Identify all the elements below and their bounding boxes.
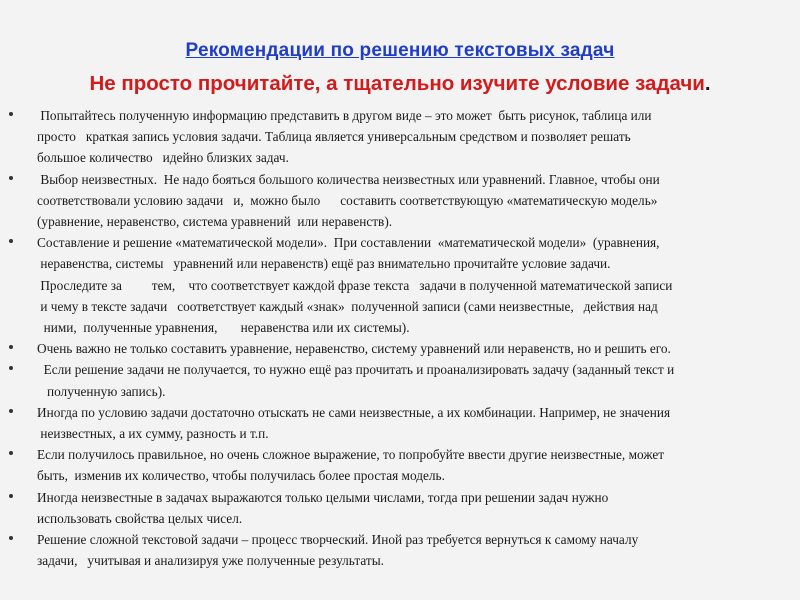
- subtitle-period: .: [704, 72, 711, 95]
- list-item-line: Попытайтесь полученную информацию представить в другом виде – это может быть рисунок, таблица или: [37, 108, 652, 123]
- bullet-dot-icon: [9, 112, 13, 116]
- list-item-line: (уравнение, неравенство, система уравнений или неравенств).: [37, 214, 393, 230]
- list-item-line: и чему в тексте задачи соответствует каждый «знак» полученной записи (сами неизвестные, действия над: [37, 298, 658, 314]
- list-item-line: неизвестных, а их сумму, разность и т.п.: [37, 426, 269, 442]
- list-item: [0, 169, 800, 233]
- list-item: [0, 359, 800, 401]
- list-item: [0, 487, 800, 529]
- list-item-line: Решение сложной текстовой задачи – процесс творческий. Иной раз требуется вернуться к самому началу: [37, 532, 639, 548]
- list-item-line: использовать свойства целых чисел.: [37, 510, 243, 526]
- list-item-line: соответствовали условию задачи и, можно было составить соответствующую «математическую модель»: [37, 192, 658, 208]
- bullet-dot-icon: [9, 409, 13, 413]
- list-item: [0, 402, 800, 444]
- list-item-continuation: [0, 275, 800, 339]
- list-item-line: Иногда по условию задачи достаточно отыскать не сами неизвестные, а их комбинации. Например, не значения: [37, 404, 671, 420]
- list-item-line: Выбор неизвестных. Не надо бояться большого количества неизвестных или уравнений. Главное, чтобы они: [37, 171, 660, 187]
- slide-subtitle: [0, 72, 800, 96]
- list-item-line: Составление и решение «математической модели». При составлении «математической модели» (уравнения,: [37, 235, 660, 251]
- recommendation-list: [0, 105, 800, 571]
- list-item-line: Иногда неизвестные в задачах выражаются только целыми числами, тогда при решении задач нужно: [37, 489, 609, 505]
- list-item-line: большое количество идейно близких задач.: [37, 150, 289, 166]
- list-item-line: просто краткая запись условия задачи. Таблица является универсальным средством и позволяет решать: [37, 129, 631, 145]
- bullet-dot-icon: [9, 176, 13, 180]
- list-item: [0, 338, 800, 359]
- list-item-line: задачи, учитывая и анализируя уже полученные результаты.: [37, 553, 384, 569]
- slide-title: Рекомендации по решению текстовых задач: [185, 40, 615, 61]
- list-item-line: Если получилось правильное, но очень сложное выражение, то попробуйте ввести другие неизвестные, может: [37, 447, 665, 463]
- list-item-line: неравенства, системы уравнений или неравенств) ещё раз внимательно прочитайте условие задачи.: [37, 256, 611, 272]
- list-item-line: Если решение задачи не получается, то нужно ещё раз прочитать и проанализировать задачу (заданный текст и: [37, 362, 675, 378]
- list-item-line: быть, изменив их количество, чтобы получилась более простая модель.: [37, 468, 445, 484]
- list-item-line: Очень важно не только составить уравнение, неравенство, систему уравнений или неравенств, но и решить его.: [37, 341, 671, 357]
- list-item: [0, 529, 800, 571]
- list-item-line: ними, полученные уравнения, неравенства или их системы).: [37, 320, 410, 336]
- list-item-line: Проследите за тем, что соответствует каждой фразе текста задачи в полученной математической записи: [37, 277, 673, 293]
- list-item: [0, 232, 800, 274]
- list-item-line: полученную запись).: [37, 383, 166, 399]
- list-item: [0, 105, 800, 169]
- subtitle-text: Не просто прочитайте, а тщательно изучите условие задачи: [89, 72, 705, 95]
- list-item: [0, 444, 800, 486]
- bullet-dot-icon: [9, 494, 13, 498]
